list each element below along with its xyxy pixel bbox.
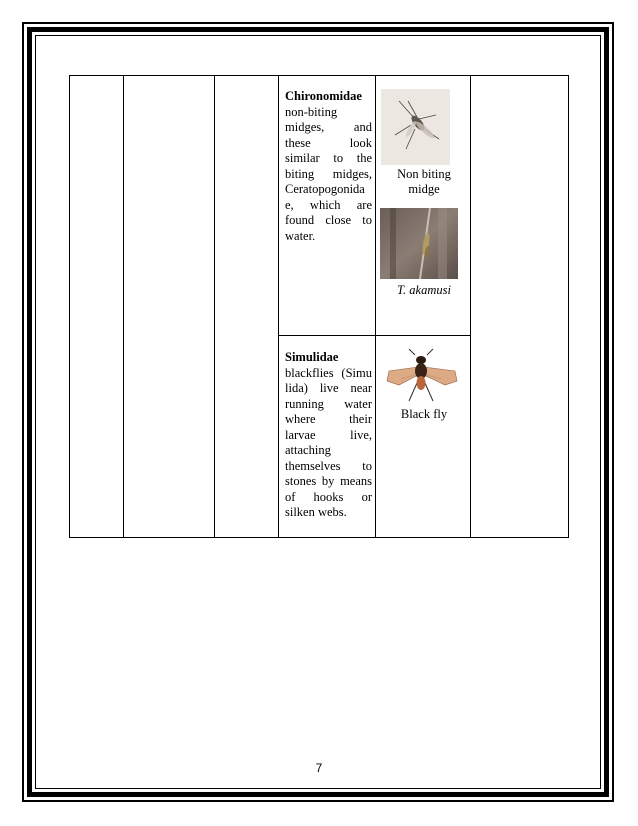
black-fly-photo [385, 347, 459, 407]
table-column-line [568, 75, 569, 537]
midge-on-branch-photo [380, 208, 458, 279]
table-column-line [214, 75, 215, 537]
table-row-divider [278, 335, 471, 336]
table-column-line [470, 75, 471, 537]
table-column-line [69, 75, 70, 537]
image-caption: Non biting midge [397, 167, 451, 196]
image-caption: Black fly [400, 407, 448, 421]
chironomidae-cell [285, 89, 372, 244]
image-caption: T. akamusi [397, 283, 451, 297]
table-column-line [123, 75, 124, 537]
midge-photo [381, 89, 450, 165]
simulidae-cell [285, 350, 372, 521]
family-description: blackflies (Simu lida) live near running water where their larvae live, attaching themselves to stones by means of hooks or silken webs. [285, 365, 372, 519]
family-description: non-biting midges, and these look similar to the biting midges, Ceratopogonida e, which are found close to water. [285, 104, 372, 243]
family-name: Simulidae [285, 350, 339, 364]
table-column-line [375, 75, 376, 537]
table-bottom-line [69, 537, 569, 538]
family-name: Chironomidae [285, 89, 362, 103]
table-column-line [278, 75, 279, 537]
page-number: 7 [315, 761, 323, 775]
table-top-line [69, 75, 569, 76]
